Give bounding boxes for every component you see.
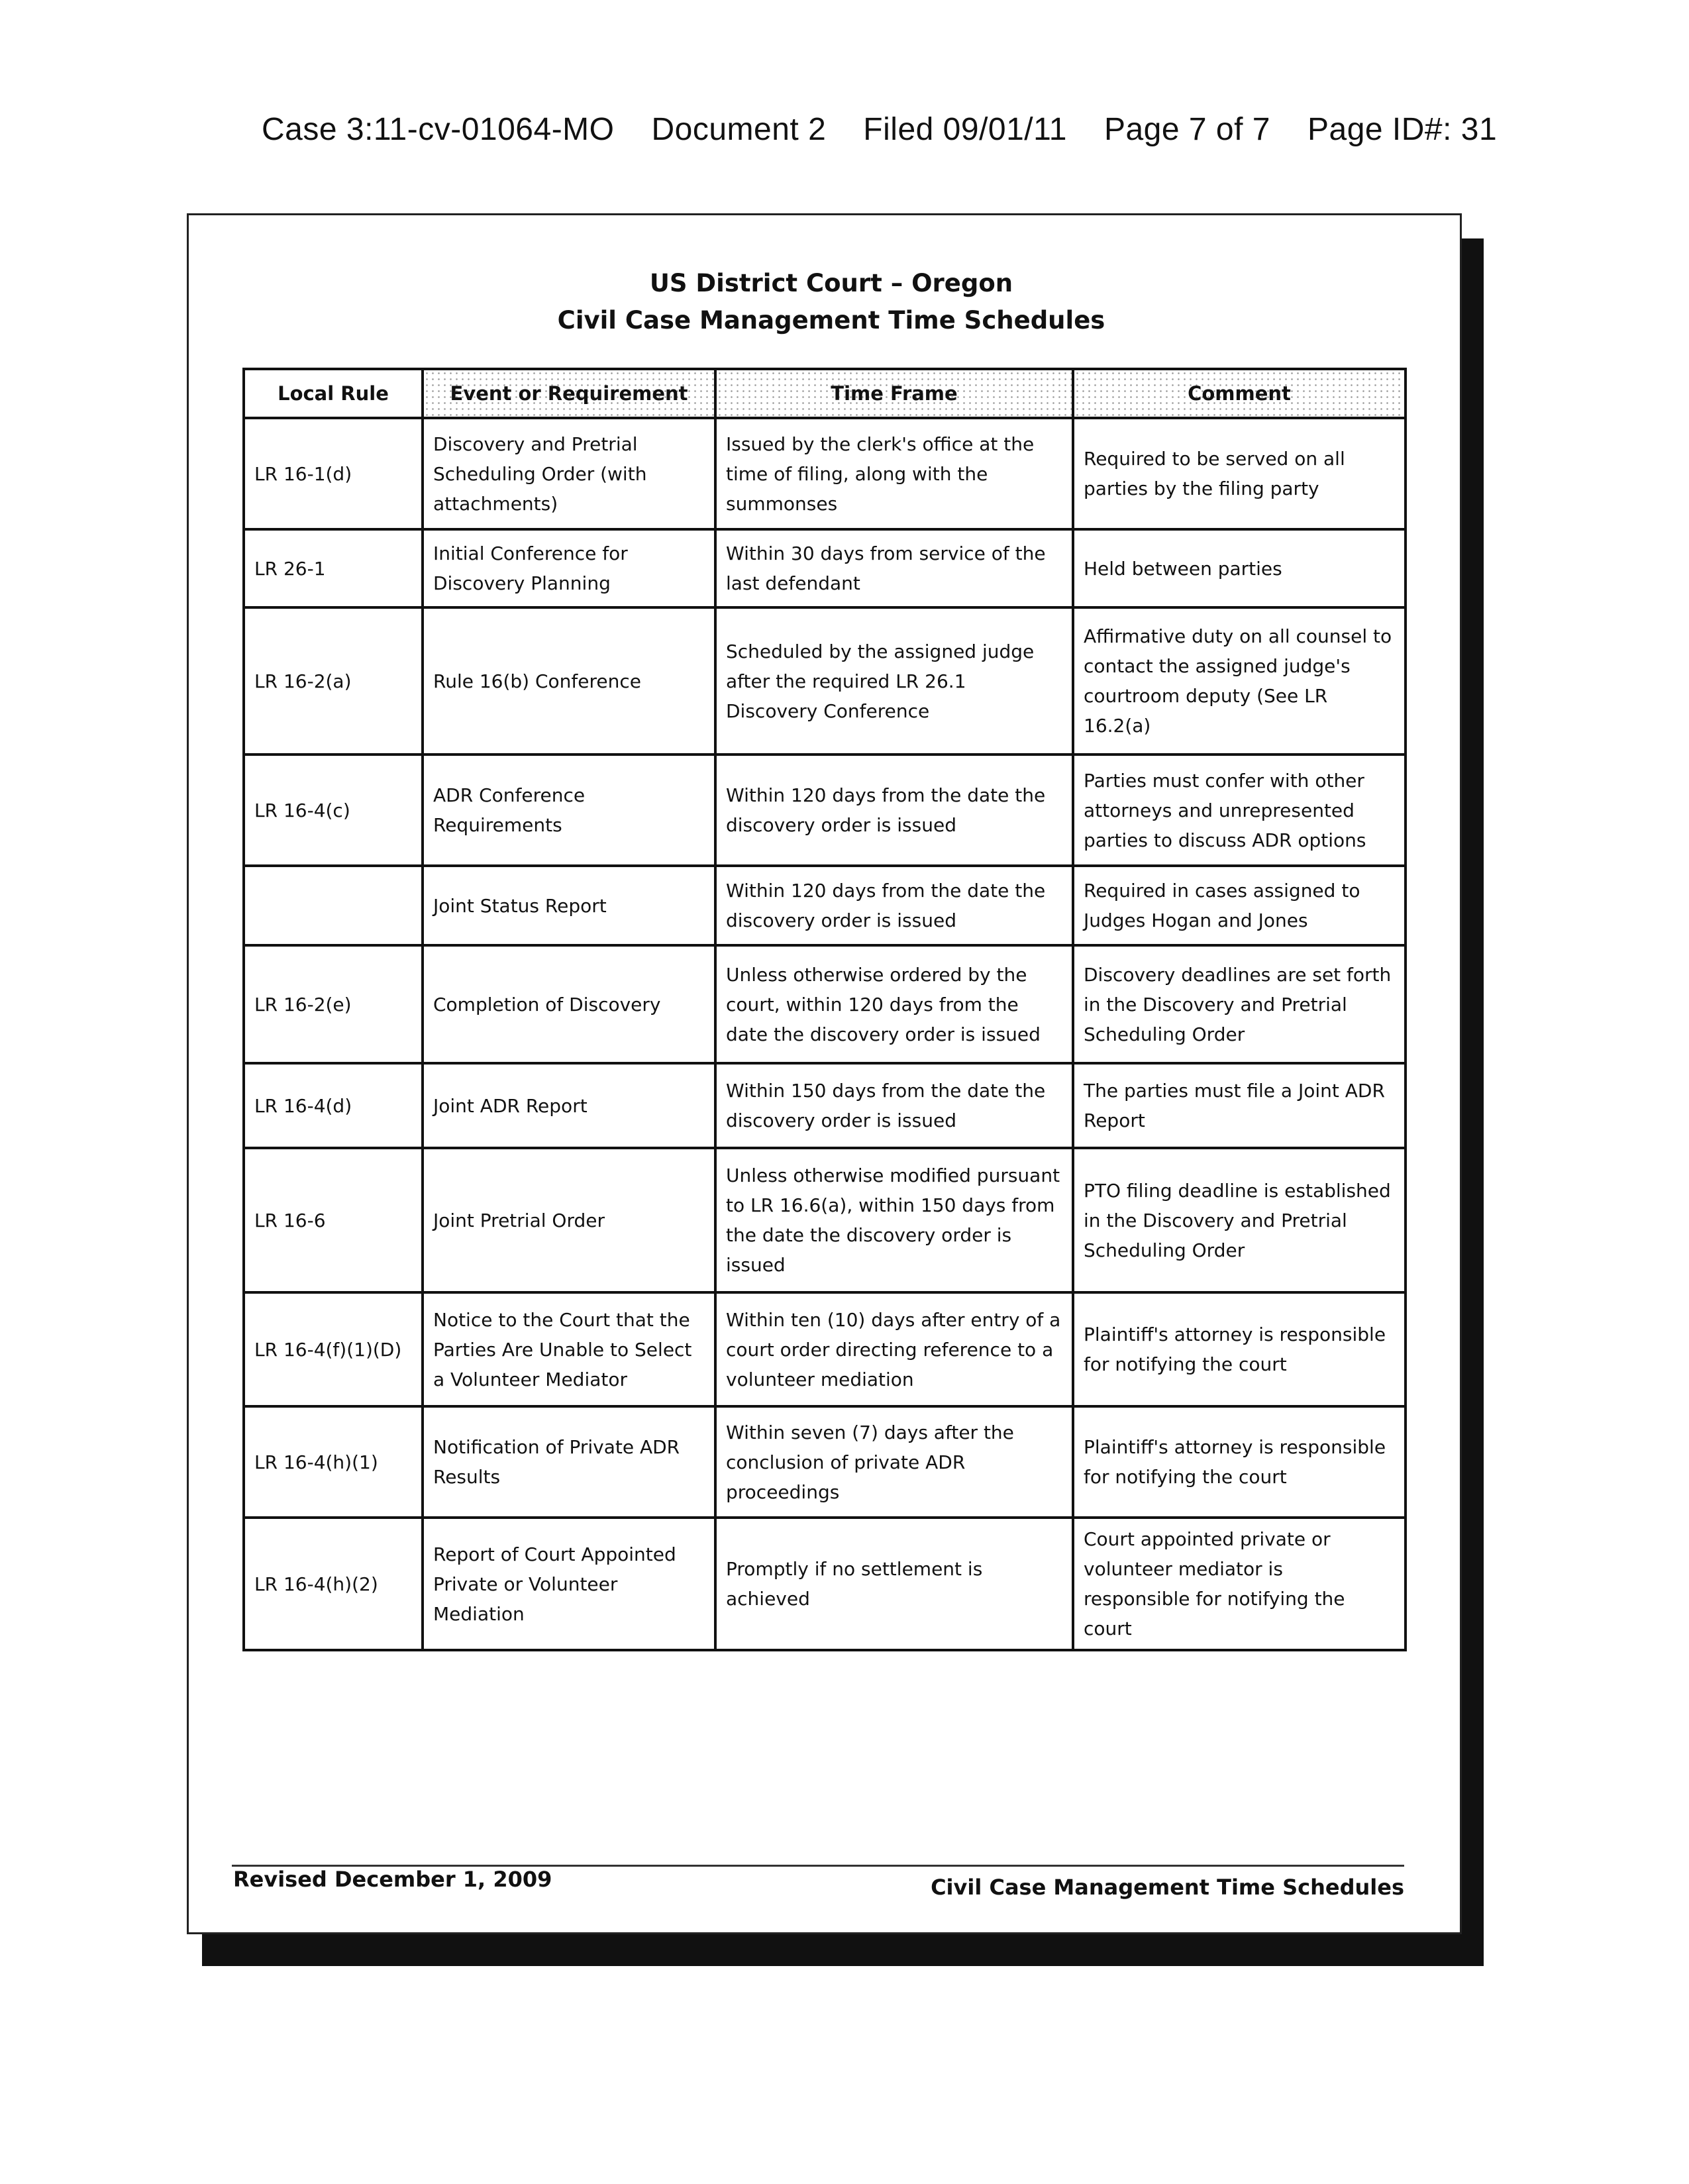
footer-revised-date: Revised December 1, 2009 xyxy=(233,1867,552,1892)
table-row xyxy=(244,754,1406,866)
comment-cell: Plaintiff's attorney is responsible for notifying the court xyxy=(1073,1406,1406,1518)
time-frame-cell: Unless otherwise modified pursuant to LR 16.6(a), within 150 days from the date the discovery order is issued xyxy=(715,1148,1073,1292)
event-cell: Notification of Private ADR Results xyxy=(423,1406,715,1518)
table-row xyxy=(244,1406,1406,1518)
time-frame-cell: Within 30 days from service of the last defendant xyxy=(715,529,1073,607)
title-line-1: US District Court – Oregon xyxy=(649,269,1013,297)
table-row xyxy=(244,866,1406,945)
column-header-time-frame: Time Frame xyxy=(715,369,1073,418)
case-header xyxy=(262,111,1498,148)
time-frame-cell: Within ten (10) days after entry of a court order directing reference to a volunteer mediation xyxy=(715,1292,1073,1406)
rule-cell: LR 16-1(d) xyxy=(244,418,423,529)
event-cell: ADR Conference Requirements xyxy=(423,754,715,866)
time-frame-cell: Scheduled by the assigned judge after the required LR 26.1 Discovery Conference xyxy=(715,607,1073,754)
column-header-local-rule: Local Rule xyxy=(244,369,423,418)
comment-cell: Required in cases assigned to Judges Hogan and Jones xyxy=(1073,866,1406,945)
time-frame-cell: Issued by the clerk's office at the time of filing, along with the summonses xyxy=(715,418,1073,529)
comment-cell: PTO filing deadline is established in the Discovery and Pretrial Scheduling Order xyxy=(1073,1148,1406,1292)
event-cell: Joint ADR Report xyxy=(423,1063,715,1148)
table-row xyxy=(244,945,1406,1063)
rule-cell: LR 16-4(h)(2) xyxy=(244,1518,423,1650)
time-frame-cell: Within 120 days from the date the discovery order is issued xyxy=(715,754,1073,866)
column-header-event: Event or Requirement xyxy=(423,369,715,418)
event-cell: Notice to the Court that the Parties Are Unable to Select a Volunteer Mediator xyxy=(423,1292,715,1406)
page-id: Page ID#: 31 xyxy=(1307,112,1498,147)
time-frame-cell: Within seven (7) days after the conclusion of private ADR proceedings xyxy=(715,1406,1073,1518)
event-cell: Joint Pretrial Order xyxy=(423,1148,715,1292)
table-row xyxy=(244,1148,1406,1292)
rule-cell: LR 16-2(e) xyxy=(244,945,423,1063)
event-cell: Report of Court Appointed Private or Volunteer Mediation xyxy=(423,1518,715,1650)
footer-document-name: Civil Case Management Time Schedules xyxy=(931,1875,1404,1900)
case-number: Case 3:11-cv-01064-MO xyxy=(262,112,615,147)
event-cell: Initial Conference for Discovery Planning xyxy=(423,529,715,607)
table-row xyxy=(244,529,1406,607)
rule-cell: LR 16-4(c) xyxy=(244,754,423,866)
comment-cell: Affirmative duty on all counsel to contact the assigned judge's courtroom deputy (See LR 16.2(a) xyxy=(1073,607,1406,754)
comment-cell: The parties must file a Joint ADR Report xyxy=(1073,1063,1406,1148)
rule-cell xyxy=(244,866,423,945)
rule-cell: LR 16-6 xyxy=(244,1148,423,1292)
page-number: Page 7 of 7 xyxy=(1103,112,1270,147)
comment-cell: Court appointed private or volunteer mediator is responsible for notifying the court xyxy=(1073,1518,1406,1650)
filed-date: Filed 09/01/11 xyxy=(863,112,1067,147)
comment-cell: Held between parties xyxy=(1073,529,1406,607)
comment-cell: Plaintiff's attorney is responsible for notifying the court xyxy=(1073,1292,1406,1406)
table-row xyxy=(244,607,1406,754)
table-row xyxy=(244,1063,1406,1148)
column-header-comment: Comment xyxy=(1073,369,1406,418)
comment-cell: Discovery deadlines are set forth in the Discovery and Pretrial Scheduling Order xyxy=(1073,945,1406,1063)
rule-cell: LR 26-1 xyxy=(244,529,423,607)
time-frame-cell: Unless otherwise ordered by the court, within 120 days from the date the discovery order is issued xyxy=(715,945,1073,1063)
document-number: Document 2 xyxy=(651,112,827,147)
event-cell: Rule 16(b) Conference xyxy=(423,607,715,754)
title-line-2: Civil Case Management Time Schedules xyxy=(557,306,1105,335)
rule-cell: LR 16-4(h)(1) xyxy=(244,1406,423,1518)
rule-cell: LR 16-4(d) xyxy=(244,1063,423,1148)
table-row xyxy=(244,1292,1406,1406)
event-cell: Discovery and Pretrial Scheduling Order (with attachments) xyxy=(423,418,715,529)
event-cell: Joint Status Report xyxy=(423,866,715,945)
time-frame-cell: Within 150 days from the date the discovery order is issued xyxy=(715,1063,1073,1148)
comment-cell: Required to be served on all parties by the filing party xyxy=(1073,418,1406,529)
rule-cell: LR 16-2(a) xyxy=(244,607,423,754)
rule-cell: LR 16-4(f)(1)(D) xyxy=(244,1292,423,1406)
time-frame-cell: Within 120 days from the date the discovery order is issued xyxy=(715,866,1073,945)
document-title xyxy=(219,265,1444,339)
table-row xyxy=(244,1518,1406,1650)
table-row xyxy=(244,418,1406,529)
table-header-row xyxy=(244,369,1406,418)
time-frame-cell: Promptly if no settlement is achieved xyxy=(715,1518,1073,1650)
schedule-table xyxy=(242,368,1407,1651)
event-cell: Completion of Discovery xyxy=(423,945,715,1063)
comment-cell: Parties must confer with other attorneys and unrepresented parties to discuss ADR options xyxy=(1073,754,1406,866)
